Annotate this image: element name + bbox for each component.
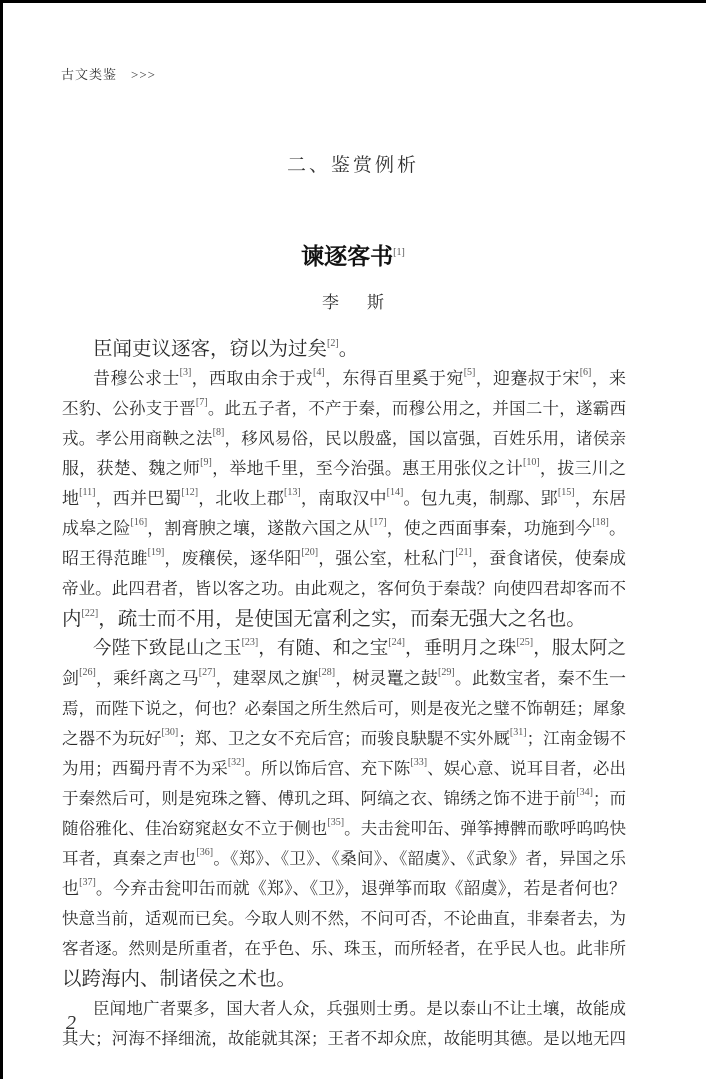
text-segment: ；而 — [592, 789, 626, 808]
text-line — [62, 394, 626, 424]
text-line — [62, 724, 626, 754]
footnote-ref: [16] — [130, 517, 148, 528]
text-line — [62, 964, 626, 994]
text-segment: 内 — [62, 607, 82, 630]
text-segment: ，乘纤离之马 — [95, 669, 199, 689]
footnote-ref: [20] — [301, 547, 319, 558]
text-line — [62, 634, 626, 664]
text-segment: ，举地千里，至今治强。惠王用张仪之计 — [211, 459, 523, 479]
text-line — [62, 544, 626, 574]
text-segment: 以跨海内、制诸侯之术也。 — [62, 967, 297, 990]
text-line — [62, 784, 626, 814]
footnote-ref: [37] — [79, 877, 96, 888]
text-segment: 。此数宝者，秦不生一 — [454, 669, 626, 689]
text-segment: 为用；西蜀丹青不为采 — [62, 759, 228, 778]
text-segment: ，西并巴蜀 — [95, 489, 182, 509]
text-segment: 焉，而陛下说之，何也？必秦国之所生然后可，则是夜光之璧不饰朝廷；犀象 — [62, 699, 626, 718]
text-line — [62, 694, 626, 724]
text-segment: ，北收上郡 — [198, 489, 285, 509]
footnote-ref: [26] — [79, 667, 96, 678]
text-segment: 臣闻地广者粟多，国大者人众，兵强则士勇。是以泰山不让土壤，故能成 — [93, 999, 626, 1018]
footnote-ref: [17] — [369, 517, 387, 528]
text-segment: ，有随、和之宝 — [258, 638, 389, 659]
text-segment: 。所以饰后宫、充下陈 — [244, 759, 411, 778]
text-line — [62, 814, 626, 844]
footnote-ref: [11] — [79, 487, 96, 498]
text-segment: 昭王得范雎 — [62, 549, 148, 569]
footnote-ref: [14] — [386, 487, 404, 498]
text-segment: 。夫击瓮叩缶、弹筝搏髀而歌呼呜呜快 — [344, 819, 626, 838]
text-segment: 。 — [608, 519, 626, 539]
footnote-ref: [4] — [313, 367, 325, 378]
text-line — [62, 514, 626, 544]
text-segment: ，树灵鼍之鼓 — [335, 669, 439, 689]
footnote-ref: [1] — [393, 247, 405, 258]
footnote-ref: [10] — [522, 457, 540, 468]
text-line — [62, 754, 626, 784]
text-line — [62, 604, 626, 634]
footnote-ref: [32] — [227, 757, 245, 768]
footnote-ref: [33] — [410, 757, 428, 768]
text-segment: ，疏士而不用，是使国无富利之实，而秦无强大之名也。 — [98, 607, 586, 630]
text-line — [62, 934, 626, 964]
text-line — [62, 364, 626, 394]
text-segment: 今陛下致昆山之玉 — [93, 638, 242, 659]
text-segment: ，迎蹇叔于宋 — [475, 369, 580, 389]
text-segment: 成皋之险 — [62, 519, 131, 539]
text-segment: 剑 — [62, 669, 80, 689]
text-segment: ，南取汉中 — [300, 489, 387, 509]
text-segment: 戎。孝公用商鞅之法 — [62, 429, 213, 448]
text-segment: 也 — [62, 879, 80, 899]
author-char: 李 — [322, 293, 339, 313]
text-segment: ，来 — [591, 369, 626, 389]
footnote-ref: [6] — [579, 367, 592, 378]
footnote-ref: [35] — [327, 817, 345, 828]
text-segment: ，拔三川之 — [539, 459, 626, 479]
footnote-ref: [30] — [161, 727, 179, 738]
text-segment: ，东居 — [574, 489, 626, 509]
text-line — [62, 574, 626, 604]
text-segment: ，建翠凤之旗 — [215, 669, 319, 689]
author-char: 斯 — [367, 293, 384, 313]
footnote-ref: [7] — [195, 397, 208, 408]
text-segment: ；江南金锡不 — [526, 729, 626, 748]
text-line — [62, 904, 626, 934]
footnote-ref: [12] — [181, 487, 199, 498]
essay-title — [0, 238, 706, 271]
text-segment: 。 — [338, 337, 359, 360]
footnote-ref: [24] — [388, 637, 405, 648]
text-segment: ，东得百里奚于宛 — [324, 369, 464, 389]
footnote-ref: [2] — [327, 338, 339, 349]
footnote-ref: [27] — [198, 667, 216, 678]
text-line — [62, 424, 626, 454]
text-segment: 帝业。此四君者，皆以客之功。由此观之，客何负于秦哉？向使四君却客而不 — [62, 579, 626, 598]
text-segment: ，移风易俗，民以殷盛，国以富强，百姓乐用，诸侯亲 — [224, 429, 626, 448]
footnote-ref: [3] — [179, 367, 192, 378]
text-segment: 耳者，真秦之声也 — [62, 849, 197, 868]
footnote-ref: [31] — [509, 727, 527, 738]
text-line — [62, 1024, 626, 1054]
footnote-ref: [22] — [81, 608, 99, 619]
text-segment: ；郑、卫之女不充后宫；而骏良駃騠不实外厩 — [178, 729, 510, 748]
text-line — [62, 454, 626, 484]
text-segment: 于秦然后可，则是宛珠之簪、傅玑之珥、阿缟之衣、锦绣之饰不进于前 — [62, 789, 577, 808]
text-segment: ，垂明月之珠 — [404, 638, 517, 659]
text-segment: 其大；河海不择细流，故能就其深；王者不却众庶，故能明其德。是以地无四 — [62, 1029, 626, 1048]
footnote-ref: [21] — [455, 547, 472, 558]
text-line — [62, 844, 626, 874]
footnote-ref: [28] — [318, 667, 336, 678]
text-segment: 之器不为玩好 — [62, 729, 162, 748]
text-line — [62, 874, 626, 904]
text-segment: ，西取由余于戎 — [191, 369, 314, 389]
body-text — [62, 334, 626, 1054]
footnote-ref: [5] — [463, 367, 476, 378]
running-head-arrows: >>> — [131, 67, 157, 82]
text-segment: 丕豹、公孙支于晋 — [62, 399, 196, 418]
essay-title-text: 谏逐客书 — [301, 244, 394, 270]
footnote-ref: [29] — [438, 667, 455, 678]
text-segment: 服，获楚、魏之师 — [62, 459, 201, 479]
text-line — [62, 484, 626, 514]
text-segment: 客者逐。然则是所重者，在乎色、乐、珠玉，而所轻者，在乎民人也。此非所 — [62, 939, 626, 958]
section-title: 二、鉴赏例析 — [286, 154, 419, 176]
page-number: 2 — [66, 1012, 76, 1034]
text-segment: 。包九夷，制鄢、郢 — [403, 489, 558, 509]
scan-border-top — [0, 0, 706, 3]
book-title: 古文类鉴 — [61, 68, 118, 83]
text-segment: ，蚕食诸侯，使秦成 — [471, 549, 626, 569]
text-line — [62, 994, 626, 1024]
text-line — [62, 334, 626, 364]
text-segment: 。此五子者，不产于秦，而穆公用之，并国二十，遂霸西 — [207, 399, 626, 418]
text-segment: 。《郑》、《卫》、《桑间》、《韶虞》、《武象》者，异国之乐 — [213, 849, 626, 868]
text-segment: 。今弃击瓮叩缶而就《郑》、《卫》，退弹筝而取《韶虞》，若是者何也？ — [95, 879, 626, 899]
text-segment: ，强公室，杜私门 — [318, 549, 456, 569]
footnote-ref: [13] — [284, 487, 301, 498]
footnote-ref: [23] — [241, 637, 259, 648]
text-segment: 快意当前，适观而已矣。今取人则不然，不问可否，不论曲直，非秦者去，为 — [62, 909, 626, 928]
author — [0, 288, 706, 313]
footnote-ref: [8] — [212, 427, 225, 438]
text-segment: 臣闻吏议逐客，窃以为过矣 — [93, 337, 328, 360]
text-segment: 地 — [62, 489, 80, 509]
text-segment: ，割膏腴之壤，遂散六国之从 — [147, 519, 370, 539]
text-segment: 、娱心意、说耳目者，必出 — [427, 759, 626, 778]
text-segment: 昔穆公求士 — [93, 369, 180, 389]
footnote-ref: [15] — [557, 487, 575, 498]
text-segment: ，服太阿之 — [533, 638, 626, 659]
text-segment: 随俗雅化、佳冶窈窕赵女不立于侧也 — [62, 819, 328, 838]
text-line — [62, 664, 626, 694]
footnote-ref: [34] — [576, 787, 593, 798]
footnote-ref: [25] — [516, 637, 534, 648]
text-segment: ，废穰侯，逐华阳 — [164, 549, 302, 569]
text-segment: ，使之西面事秦，功施到今 — [386, 519, 593, 539]
running-head — [61, 64, 156, 83]
footnote-ref: [19] — [147, 547, 165, 558]
footnote-ref: [18] — [592, 517, 609, 528]
footnote-ref: [36] — [196, 847, 214, 858]
footnote-ref: [9] — [200, 457, 212, 468]
